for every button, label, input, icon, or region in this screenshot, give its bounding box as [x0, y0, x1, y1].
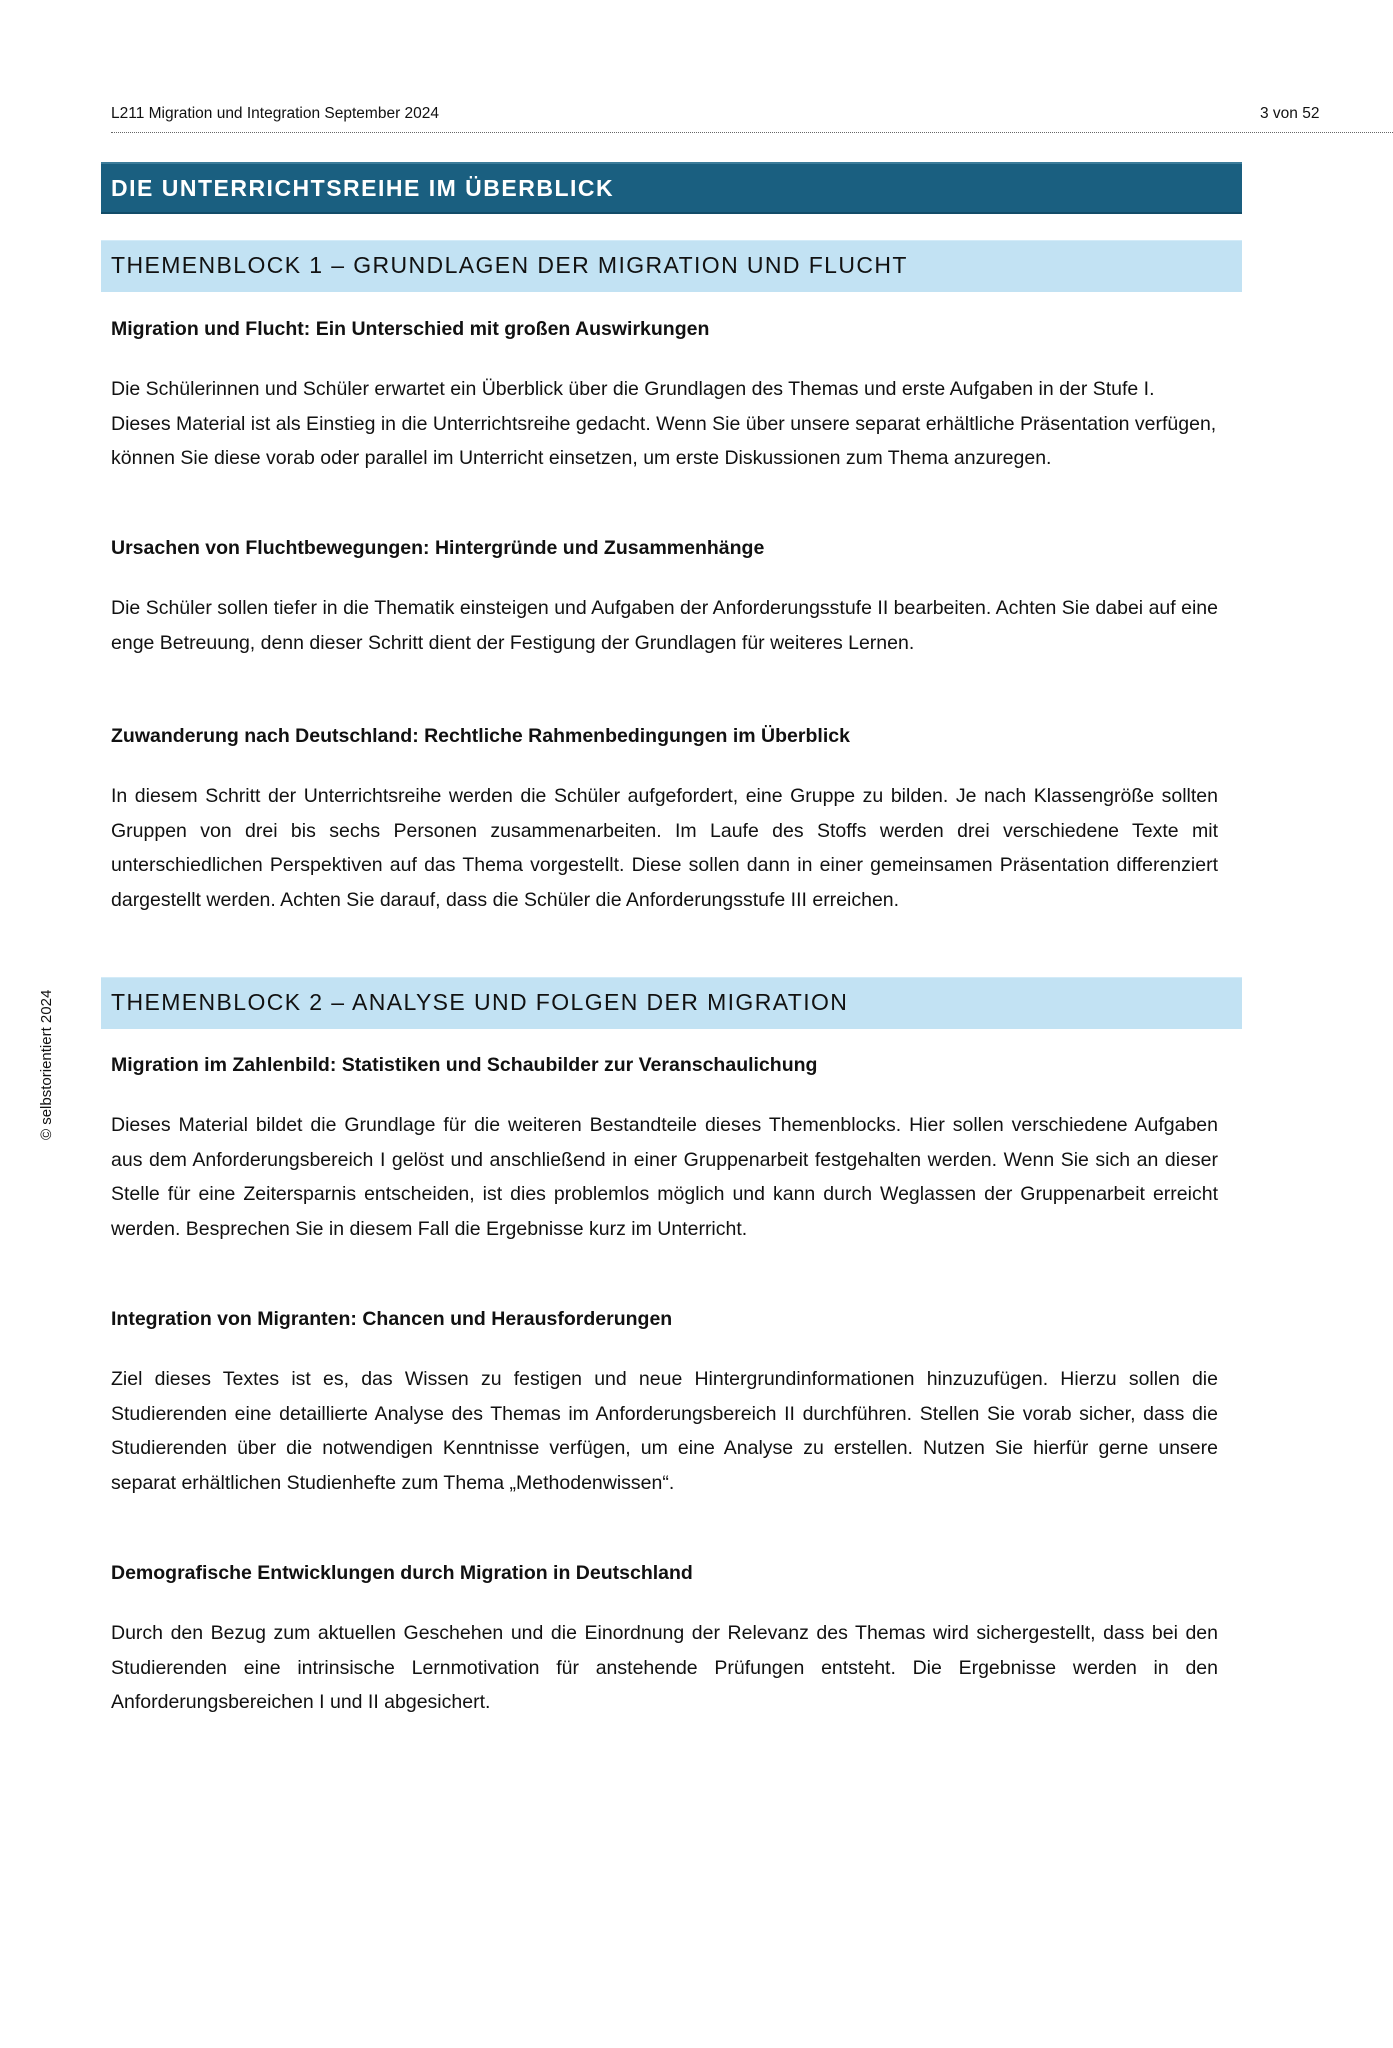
- section-heading: Ursachen von Fluchtbewegungen: Hintergründe und Zusammenhänge: [111, 537, 765, 559]
- page-number: 3 von 52: [1260, 105, 1320, 122]
- themenblock-1-bar: [101, 240, 1242, 292]
- section-text: Die Schülerinnen und Schüler erwartet ein Überblick über die Grundlagen des Themas und erste Aufgaben in der Stufe I. Dieses Material ist als Einstieg in die Unterrichtsreihe gedacht. Wenn Sie über unsere separat erhältliche Präsentation verfügen, können Sie diese vorab oder parallel im Unterricht einsetzen, um erste Diskussionen zum Thema anzuregen.: [111, 378, 1217, 469]
- section-heading: Demografische Entwicklungen durch Migration in Deutschland: [111, 1562, 693, 1584]
- section-text: In diesem Schritt der Unterrichtsreihe werden die Schüler aufgefordert, eine Gruppe zu bilden. Je nach Klassengröße sollten Gruppen von drei bis sechs Personen zusammenarbeiten. Im Laufe des Stoffs werden drei verschiedene Texte mit unterschiedlichen Perspektiven auf das Thema vorgestellt. Diese sollen dann in einer gemeinsamen Präsentation differenziert dargestellt werden. Achten Sie darauf, dass die Schüler die Anforderungsstufe III erreichen.: [111, 785, 1218, 911]
- main-title: DIE UNTERRICHTSREIHE IM ÜBERBLICK: [111, 175, 615, 201]
- themenblock-1-title: THEMENBLOCK 1 – GRUNDLAGEN DER MIGRATION UND FLUCHT: [111, 252, 908, 278]
- page-header: [111, 104, 1393, 133]
- section-heading: Zuwanderung nach Deutschland: Rechtliche Rahmenbedingungen im Überblick: [111, 725, 850, 747]
- themenblock-2-title: THEMENBLOCK 2 – ANALYSE UND FOLGEN DER MIGRATION: [111, 989, 849, 1015]
- section-heading: Migration im Zahlenbild: Statistiken und Schaubilder zur Veranschaulichung: [111, 1054, 818, 1076]
- copyright-note: © selbstorientiert 2024: [38, 989, 55, 1140]
- document-title: L211 Migration und Integration September 2024: [111, 105, 440, 122]
- section-text: Ziel dieses Textes ist es, das Wissen zu festigen und neue Hintergrundinformationen hinzuzufügen. Hierzu sollen die Studierenden eine detaillierte Analyse des Themas im Anforderungsbereich II durchführen. Stellen Sie vorab sicher, dass die Studierenden über die notwendigen Kenntnisse verfügen, um eine Analyse zu erstellen. Nutzen Sie hierfür gerne unsere separat erhältlichen Studienhefte zum Thema „Methodenwissen“.: [111, 1368, 1218, 1494]
- section-heading: Integration von Migranten: Chancen und Herausforderungen: [111, 1308, 673, 1330]
- main-title-bar: [101, 162, 1242, 214]
- section-text: Die Schüler sollen tiefer in die Thematik einsteigen und Aufgaben der Anforderungsstufe II bearbeiten. Achten Sie dabei auf eine enge Betreuung, denn dieser Schritt dient der Festigung der Grundlagen für weiteres Lernen.: [111, 597, 1218, 654]
- section-heading: Migration und Flucht: Ein Unterschied mit großen Auswirkungen: [111, 318, 710, 340]
- section-text: Dieses Material bildet die Grundlage für die weiteren Bestandteile dieses Themenblocks. Hier sollen verschiedene Aufgaben aus dem Anforderungsbereich I gelöst und anschließend in einer Gruppenarbeit festgehalten werden. Wenn Sie sich an dieser Stelle für eine Zeitersparnis entscheiden, ist dies problemlos möglich und kann durch Weglassen der Gruppenarbeit erreicht werden. Besprechen Sie in diesem Fall die Ergebnisse kurz im Unterricht.: [111, 1114, 1218, 1240]
- themenblock-2-bar: [101, 977, 1242, 1029]
- section-text: Durch den Bezug zum aktuellen Geschehen und die Einordnung der Relevanz des Themas wird sichergestellt, dass bei den Studierenden eine intrinsische Lernmotivation für anstehende Prüfungen entsteht. Die Ergebnisse werden in den Anforderungsbereichen I und II abgesichert.: [111, 1622, 1218, 1713]
